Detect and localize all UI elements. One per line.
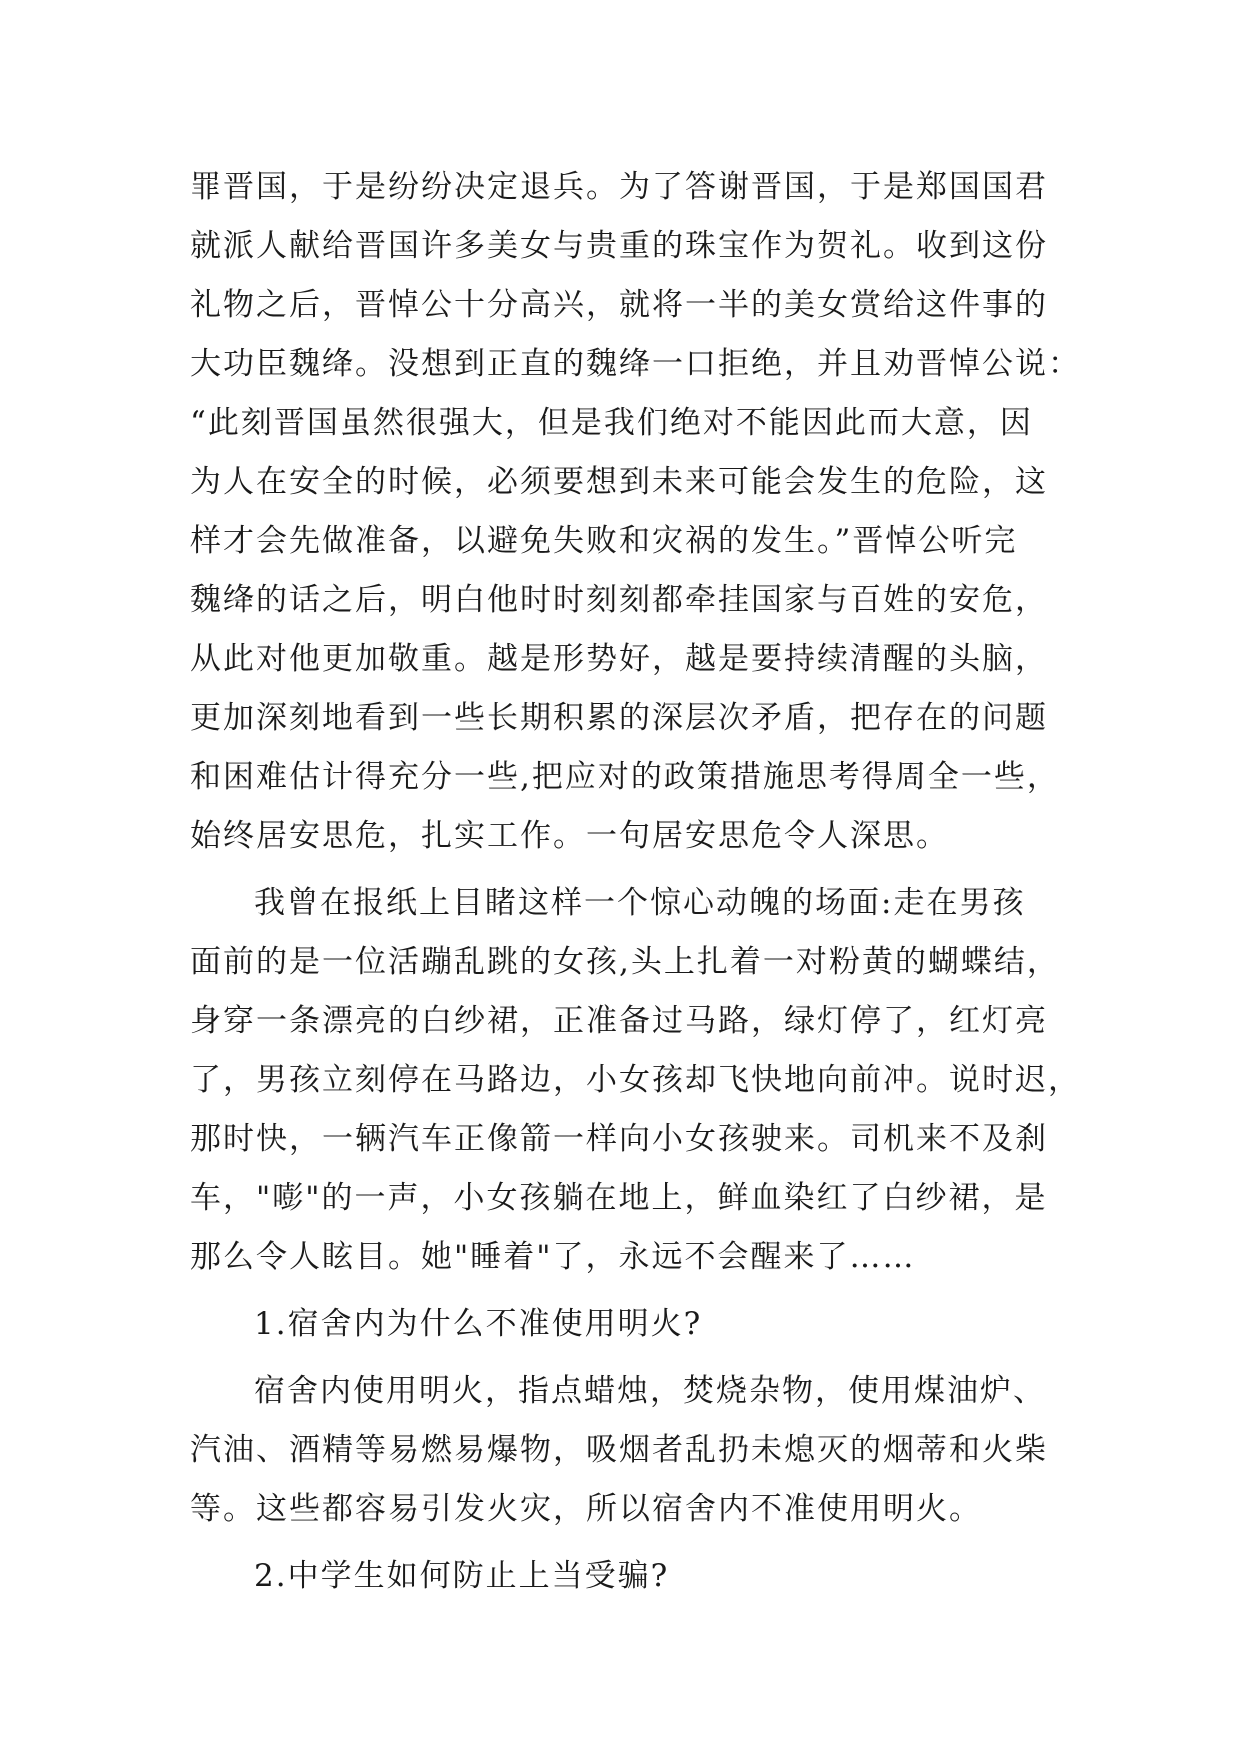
text-line: 罪晋国，于是纷纷决定退兵。为了答谢晋国，于是郑国国君: [190, 169, 1048, 205]
text-line: 身穿一条漂亮的白纱裙，正准备过马路，绿灯停了，红灯亮: [190, 1003, 1048, 1039]
text-line: 了，男孩立刻停在马路边，小女孩却飞快地向前冲。说时迟，: [190, 1062, 1081, 1098]
text-line: 更加深刻地看到一些长期积累的深层次矛盾，把存在的问题: [190, 700, 1048, 736]
text-line: 等。这些都容易引发火灾，所以宿舍内不准使用明火。: [190, 1491, 982, 1527]
text-line: 为人在安全的时候，必须要想到未来可能会发生的危险，这: [190, 464, 1048, 500]
paragraph-start-line: 我曾在报纸上目睹这样一个惊心动魄的场面:走在男孩: [254, 885, 1026, 921]
text-line: 始终居安思危，扎实工作。一句居安思危令人深思。: [190, 818, 949, 854]
text-line: 那时快，一辆汽车正像箭一样向小女孩驶来。司机来不及刹: [190, 1121, 1048, 1157]
question-heading: 2.中学生如何防止上当受骗?: [254, 1558, 670, 1594]
text-line: 那么令人眩目。她"睡着"了，永远不会醒来了……: [190, 1239, 916, 1275]
question-heading: 1.宿舍内为什么不准使用明火?: [254, 1306, 703, 1342]
text-line: 车，"嘭"的一声，小女孩躺在地上，鲜血染红了白纱裙，是: [190, 1180, 1048, 1216]
text-line: 就派人献给晋国许多美女与贵重的珠宝作为贺礼。收到这份: [190, 228, 1048, 264]
text-line: 和困难估计得充分一些,把应对的政策措施思考得周全一些，: [190, 759, 1060, 795]
text-line: 大功臣魏绛。没想到正直的魏绛一口拒绝，并且劝晋悼公说：: [190, 346, 1081, 382]
text-line: 从此对他更加敬重。越是形势好，越是要持续清醒的头脑，: [190, 641, 1048, 677]
body-text: [190, 158, 1081, 1606]
text-line: “此刻晋国虽然很强大，但是我们绝对不能因此而大意，因: [190, 405, 1033, 441]
paragraph-start-line: 宿舍内使用明火，指点蜡烛，焚烧杂物，使用煤油炉、: [254, 1373, 1046, 1409]
text-line: 面前的是一位活蹦乱跳的女孩,头上扎着一对粉黄的蝴蝶结，: [190, 944, 1060, 980]
text-line: 礼物之后，晋悼公十分高兴，就将一半的美女赏给这件事的: [190, 287, 1048, 323]
text-line: 汽油、酒精等易燃易爆物，吸烟者乱扔未熄灭的烟蒂和火柴: [190, 1432, 1048, 1468]
text-line: 魏绛的话之后，明白他时时刻刻都牵挂国家与百姓的安危，: [190, 582, 1048, 618]
text-line: 样才会先做准备，以避免失败和灾祸的发生。”晋悼公听完: [190, 523, 1018, 559]
